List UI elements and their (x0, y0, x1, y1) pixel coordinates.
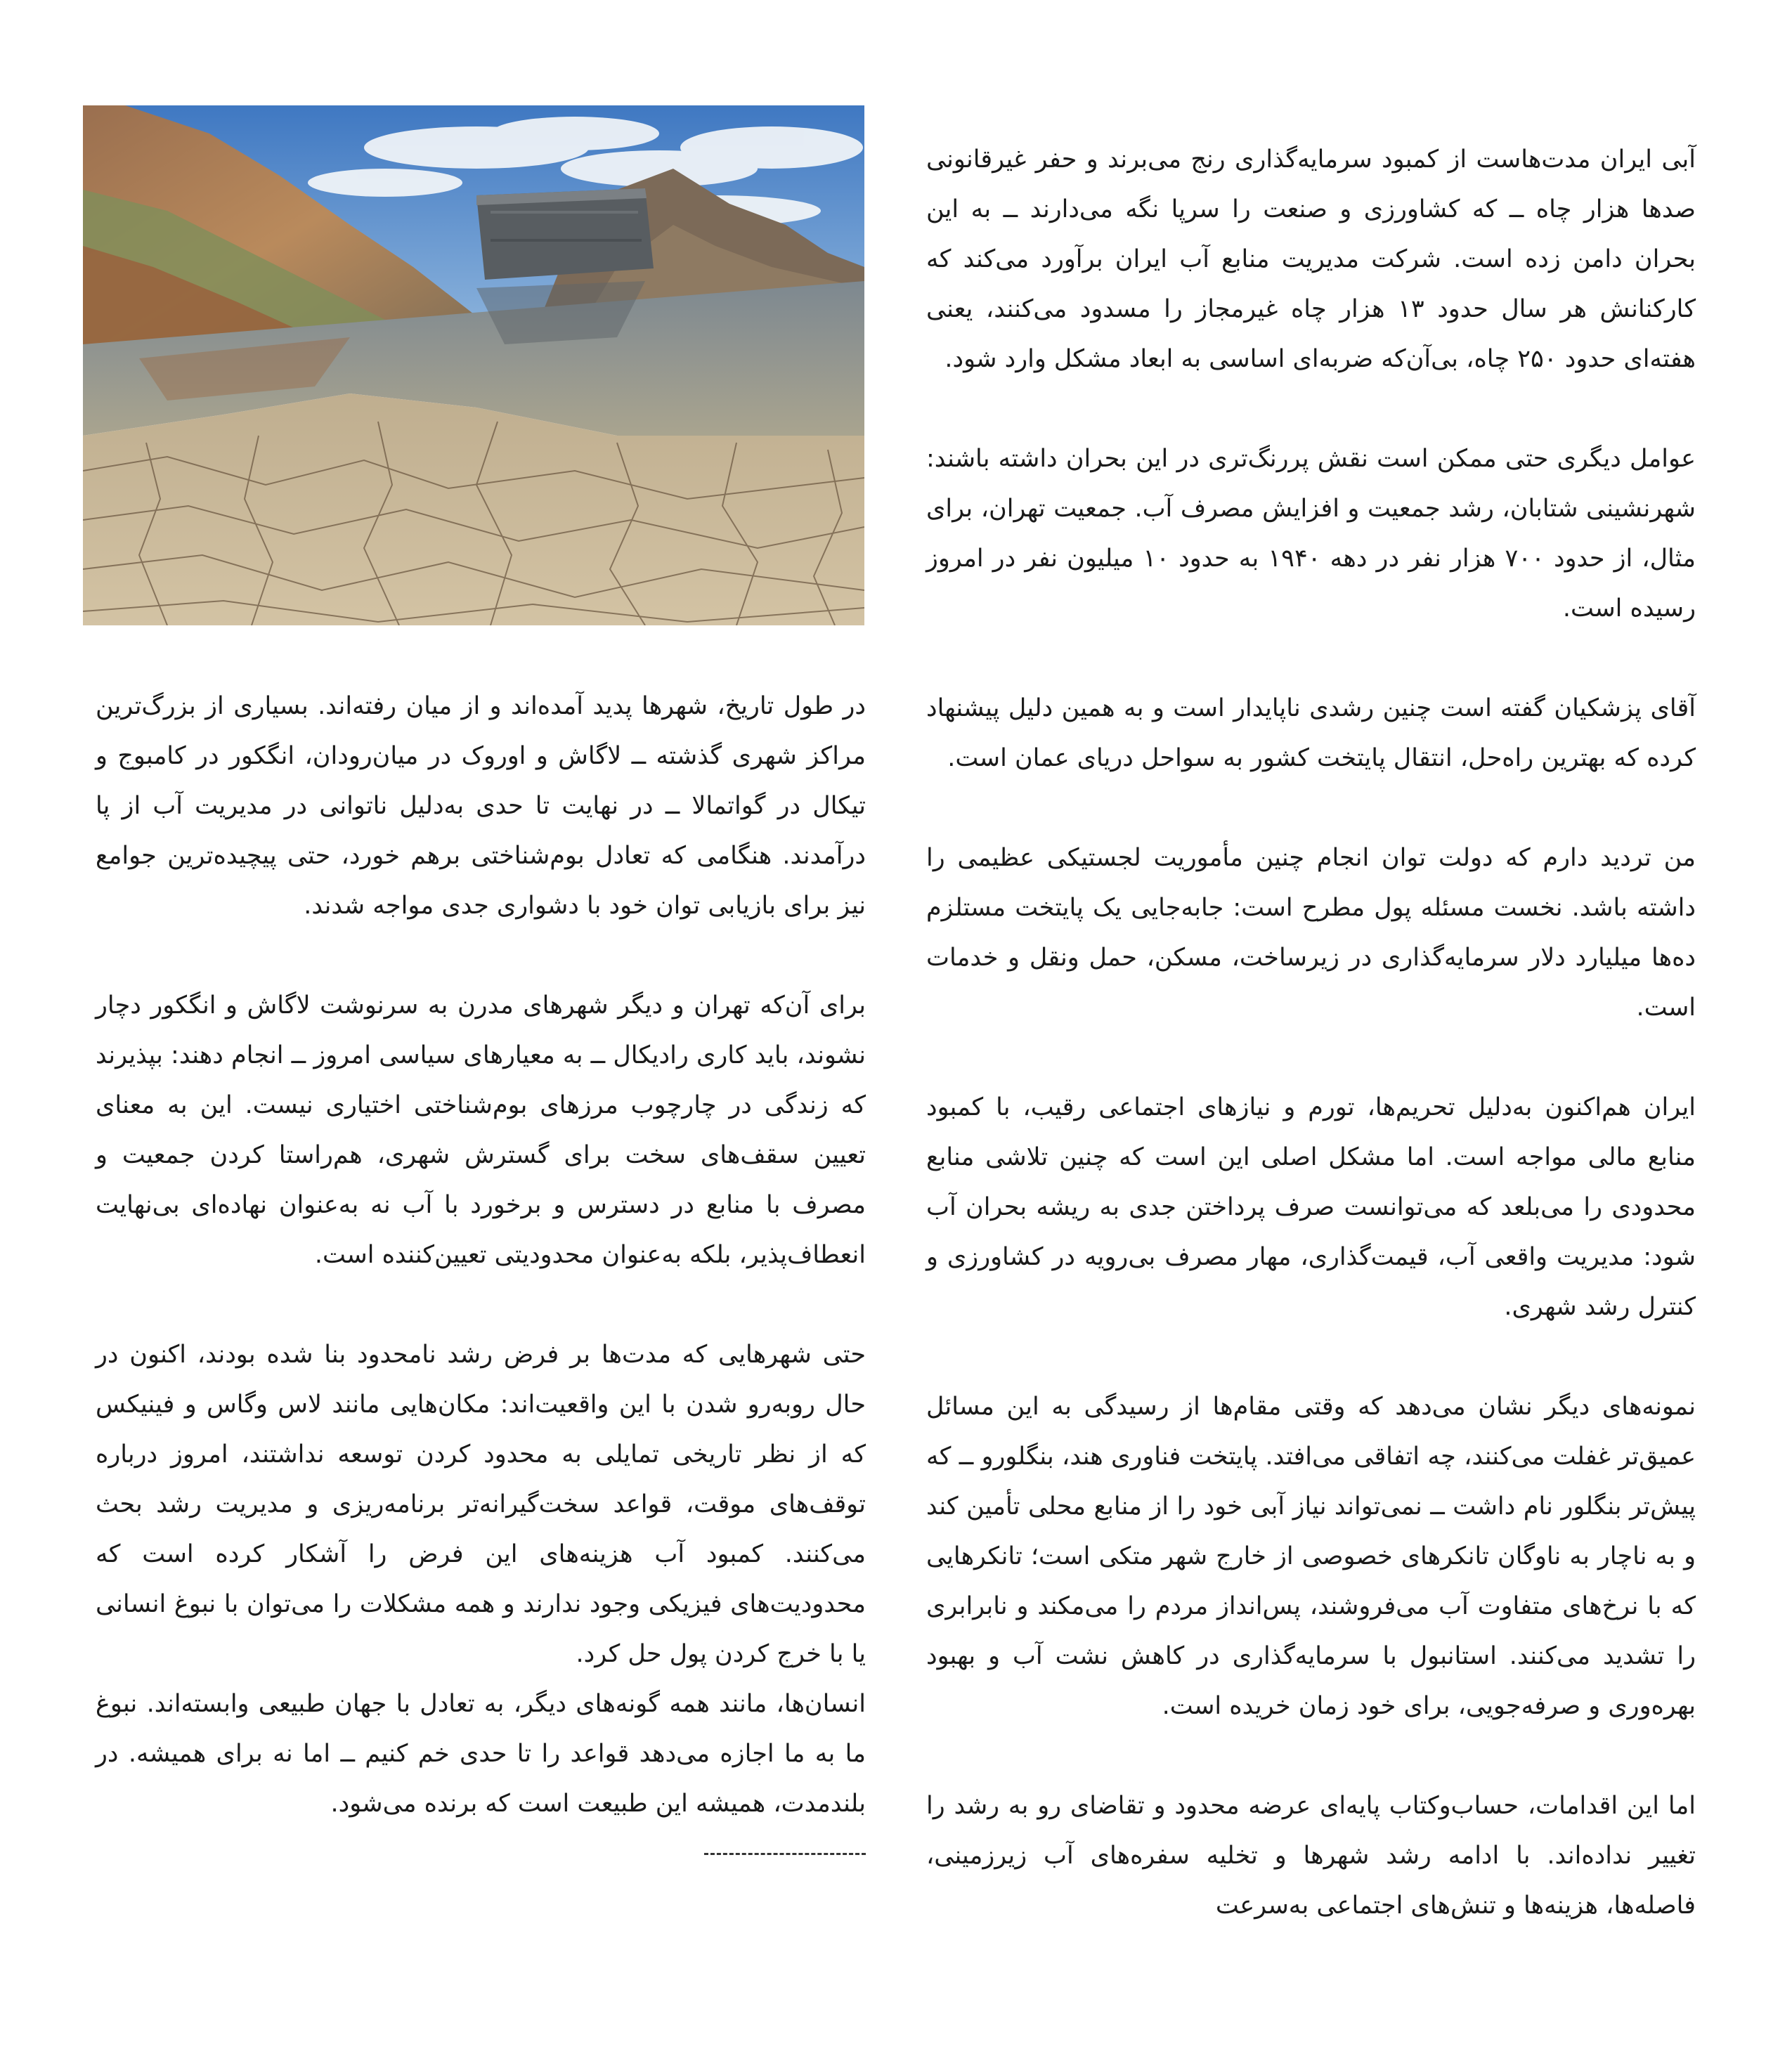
right-paragraph-7: اما این اقدامات، حساب‌وکتاب پایه‌ای عرضه محدود و تقاضای رو به رشد را تغییر نداده‌اند. با ادامه رشد شهرها و تخلیه سفره‌های آب زیرزمینی، فاصله‌ها، هزینه‌ها و تنش‌های اجتماعی به‌سرعت (926, 1792, 1696, 1920)
left-text-column (96, 682, 866, 1855)
left-paragraph-3: حتی شهرهایی که مدت‌ها بر فرض رشد نامحدود بنا شده بودند، اکنون در حال روبه‌رو شدن با این واقعیت‌اند: مکان‌هایی مانند لاس وگاس و فینیکس که از نظر تاریخی تمایلی به محدود کردن توسعه نداشتند، امروز درباره توقف‌های موقت، قواعد سخت‌گیرانه‌تر برنامه‌ریزی و مدیریت رشد بحث می‌کنند. کمبود آب هزینه‌های این فرض را آشکار کرده است که محدودیت‌های فیزیکی وجود ندارند و همه مشکلات را می‌توان با نبوغ انسانی یا با خرج کردن پول حل کرد. (96, 1341, 866, 1668)
right-paragraph-5: ایران هم‌اکنون به‌دلیل تحریم‌ها، تورم و نیازهای اجتماعی رقیب، با کمبود منابع مالی مواجه است. اما مشکل اصلی این است که چنین تلاشی منابع محدودی را می‌بلعد که می‌توانست صرف پرداختن جدی به ریشه بحران آب شود: مدیریت واقعی آب، قیمت‌گذاری، مهار مصرف بی‌رویه در کشاورزی و کنترل رشد شهری. (926, 1093, 1696, 1321)
left-paragraph-2: برای آن‌که تهران و دیگر شهرهای مدرن به سرنوشت لاگاش و انگکور دچار نشوند، باید کاری رادیکال ــ به معیارهای سیاسی امروز ــ انجام دهند: بپذیرند که زندگی در چارچوب مرزهای بوم‌شناختی اختیاری نیست. این به معنای تعیین سقف‌های سخت برای گسترش شهری، هم‌راستا کردن جمعیت و مصرف با منابع در دسترس و برخورد با آب نه به‌عنوان نهاده‌ای بی‌نهایت انعطاف‌پذیر، بلکه به‌عنوان محدودیتی تعیین‌کننده است. (96, 991, 866, 1269)
left-paragraph-4: انسان‌ها، مانند همه گونه‌های دیگر، به تعادل با جهان طبیعی وابسته‌اند. نبوغ ما به ما اجازه می‌دهد قواعد را تا حدی خم کنیم ــ اما نه برای همیشه. در بلندمدت، همیشه این طبیعت است که برنده می‌شود. (96, 1690, 866, 1818)
dry-reservoir-photo (83, 105, 864, 625)
right-text-column (926, 135, 1696, 1931)
end-of-article-rule (704, 1853, 866, 1855)
left-paragraph-1: در طول تاریخ، شهرها پدید آمده‌اند و از میان رفته‌اند. بسیاری از بزرگ‌ترین مراکز شهری گذشته ــ لاگاش و اوروک در میان‌رودان، انگکور در کامبوج و تیکال در گواتمالا ــ در نهایت تا حدی به‌دلیل ناتوانی در مدیریت آب از پا درآمدند. هنگامی که تعادل بوم‌شناختی برهم خورد، حتی پیچیده‌ترین جوامع نیز برای بازیابی توان خود با دشواری جدی مواجه شدند. (96, 692, 866, 920)
right-paragraph-6: نمونه‌های دیگر نشان می‌دهد که وقتی مقام‌ها از رسیدگی به این مسائل عمیق‌تر غفلت می‌کنند، چه اتفاقی می‌افتد. پایتخت فناوری هند، بنگلورو ــ که پیش‌تر بنگلور نام داشت ــ نمی‌تواند نیاز آبی خود را از منابع محلی تأمین کند و به ناچار به ناوگان تانکرهای خصوصی از خارج شهر متکی است؛ تانکرهایی که با نرخ‌های متفاوت آب می‌فروشند، پس‌انداز مردم را می‌مکند و نابرابری را تشدید می‌کنند. استانبول با سرمایه‌گذاری در کاهش نشت آب و بهبود بهره‌وری و صرفه‌جویی، برای خود زمان خریده است. (926, 1393, 1696, 1720)
dry-reservoir-illustration (83, 105, 864, 625)
right-paragraph-1: آبی ایران مدت‌هاست از کمبود سرمایه‌گذاری رنج می‌برند و حفر غیرقانونی صدها هزار چاه ــ که کشاورزی و صنعت را سرپا نگه می‌دارند ــ به این بحران دامن زده است. شرکت مدیریت منابع آب ایران برآورد می‌کند که کارکنانش هر سال حدود ۱۳ هزار چاه غیرمجاز را مسدود می‌کنند، یعنی هفته‌ای حدود ۲۵۰ چاه، بی‌آن‌که ضربه‌ای اساسی به ابعاد مشکل وارد شود. (926, 145, 1696, 373)
right-paragraph-3: آقای پزشکیان گفته است چنین رشدی ناپایدار است و به همین دلیل پیشنهاد کرده که بهترین راه‌حل، انتقال پایتخت کشور به سواحل دریای عمان است. (926, 694, 1696, 772)
right-paragraph-4: من تردید دارم که دولت توان انجام چنین مأموریت لجستیکی عظیمی را داشته باشد. نخست مسئله پول مطرح است: جابه‌جایی یک پایتخت مستلزم ده‌ها میلیارد دلار سرمایه‌گذاری در زیرساخت، مسکن، حمل ونقل و خدمات است. (926, 844, 1696, 1022)
right-paragraph-2: عوامل دیگری حتی ممکن است نقش پررنگ‌تری در این بحران داشته باشند: شهرنشینی شتابان، رشد جمعیت و افزایش مصرف آب. جمعیت تهران، برای مثال، از حدود ۷۰۰ هزار نفر در دهه ۱۹۴۰ به حدود ۱۰ میلیون نفر در امروز رسیده است. (926, 445, 1696, 623)
